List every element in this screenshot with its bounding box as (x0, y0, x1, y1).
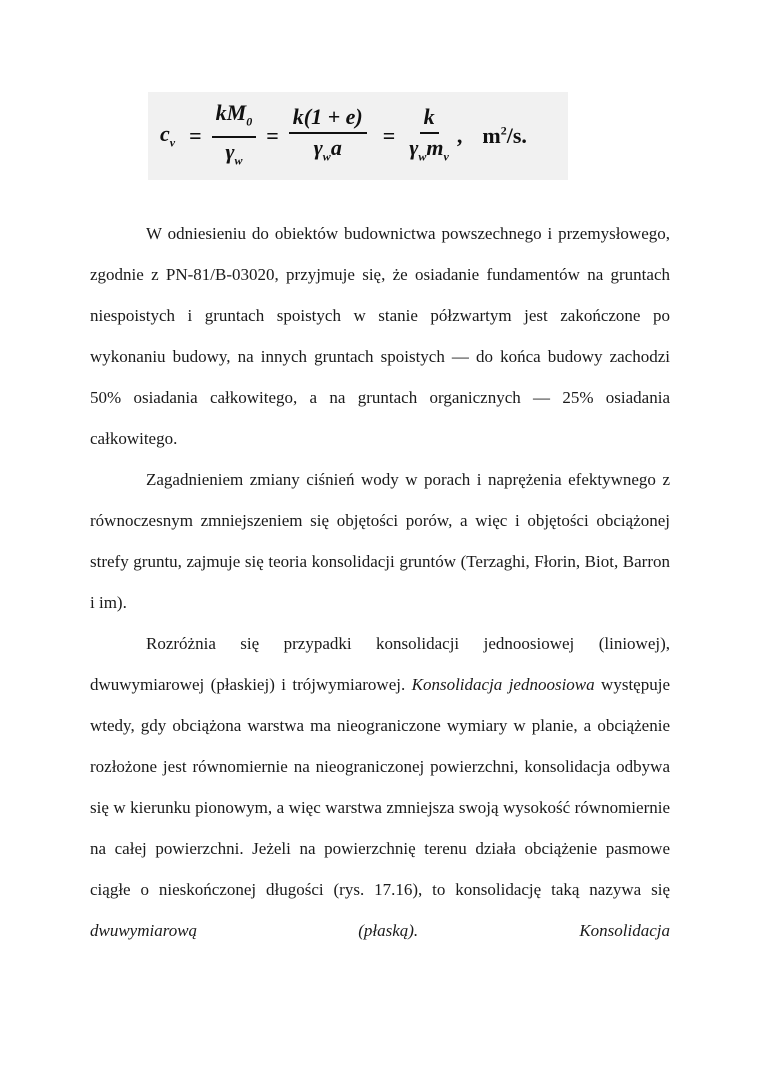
formula-units: $m^2/s$. (482, 123, 527, 148)
formula-equals-2: = (266, 123, 279, 148)
formula-comma: , (456, 123, 463, 148)
formula-lhs: $c_v$ (160, 121, 176, 150)
paragraph-1: W odniesieniu do obiektów budownictwa powszechnego i przemysłowego, zgodnie z PN-81/B-03020, przyjmuje się, że osiadanie fundamentów na gruntach niespoistych i gruntach spoistych w stanie półzwartym jest zakończone po wykonaniu budowy, na innych gruntach spoistych — do końca budowy zachodzi 50% osiadania całkowitego, a na gruntach organicznych — 25% osiadania całkowitego. (90, 224, 670, 448)
consolidation-coefficient-formula (160, 100, 527, 172)
term-konsolidacja-jednoosiowa: Konsolidacja jednoosiowa (411, 675, 595, 694)
formula-fraction-2: $\frac{k(1 + e)}{\gamma_wa}$ (289, 104, 367, 168)
formula-equals-1: = (189, 123, 202, 148)
term-dwuwymiarowa-plaska: dwuwymiarową (płaską). Konsolidacja (90, 921, 670, 940)
formula-fraction-3: $\frac{k}{\gamma_wm_v}$ (409, 103, 449, 164)
formula-image (148, 92, 568, 180)
formula-fraction-1: $\frac{kM_0}{\gamma_w}$ (212, 100, 257, 173)
paragraph-3: Rozróżnia się przypadki konsolidacji jednoosiowej (liniowej), dwuwymiarowej (płaskiej) i trójwymiarowej. Konsolidacja jednoosiowa występuje wtedy, gdy obciążona warstwa ma nieograniczone wymiary w planie, a obciążenie rozłożone jest równomiernie na nieograniczonej powierzchni, konsolidacja odbywa się w kierunku pionowym, a więc warstwa zmniejsza swoją wysokość równomiernie na całej powierzchni. Jeżeli na powierzchnię terenu działa obciążenie pasmowe ciągłe o nieskończonej długości (rys. 17.16), to konsolidację taką nazywa się dwuwymiarową (płaską). Konsolidacja (90, 634, 670, 940)
formula-equals-3: = (382, 123, 396, 148)
paragraph-2: Zagadnieniem zmiany ciśnień wody w porach i naprężenia efektywnego z równoczesnym zmniejszeniem się objętości porów, a więc i objętości obciążonej strefy gruntu, zajmuje się teoria konsolidacji gruntów (Terzaghi, Fłorin, Biot, Barron i im). (90, 470, 670, 612)
body-text (90, 213, 670, 951)
